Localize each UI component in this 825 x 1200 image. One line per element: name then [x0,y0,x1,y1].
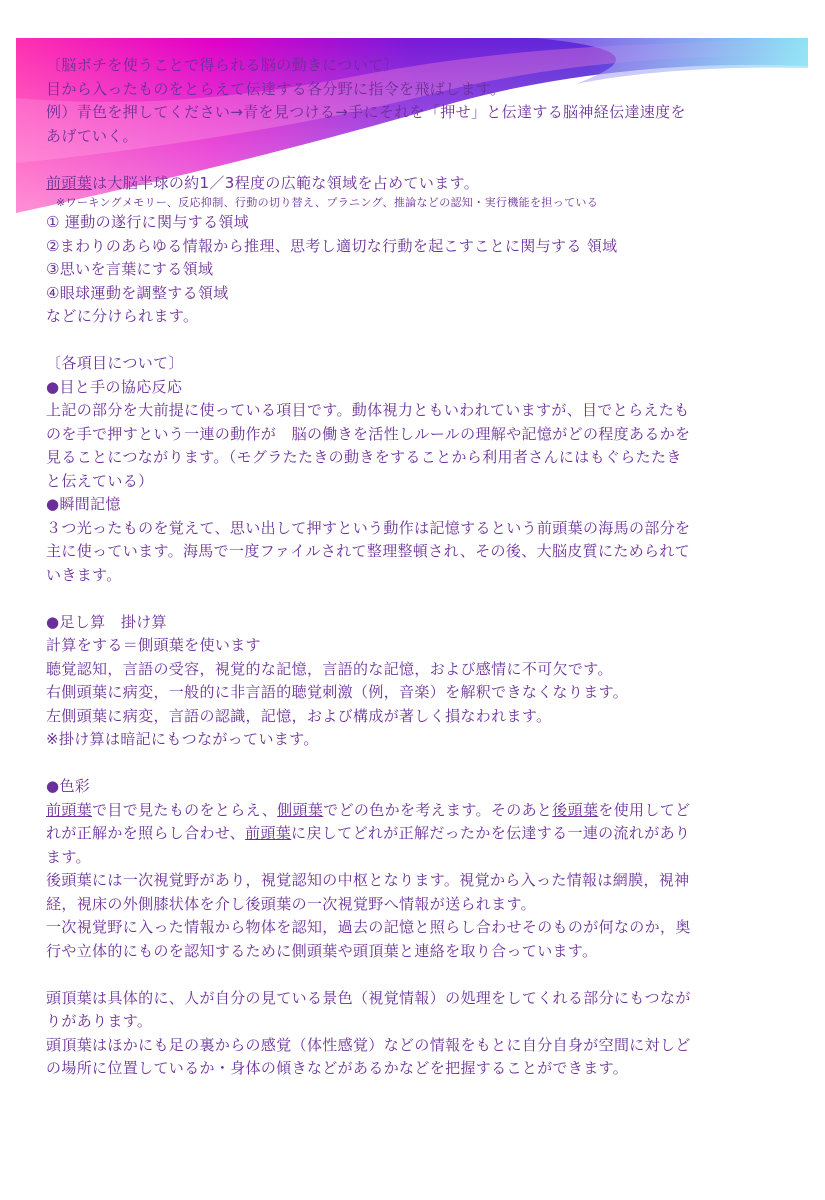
eye-hand-text: のを手で押すという一連の動作が 脳の働きを活性しルールの理解や記憶がどの程度あるかを [46,424,691,443]
frontal-term: 前頭葉 [245,824,292,842]
color-text: 行や立体的にものを認知するために側頭葉や頭頂葉と連絡を取り合っています。 [46,941,598,960]
color-text-line-1: 前頭葉で目で見たものをとらえ、側頭葉でどの色かを考えます。そのあと後頭葉を使用してど [46,800,691,819]
memory-text: いきます。 [46,565,122,584]
frontal-note: ※ワーキングメモリー、反応抑制、行動の切り替え、プラニング、推論などの認知・実行機能を担っている [56,196,599,209]
math-text: ※掛け算は暗記にもつながっています。 [46,730,319,748]
parietal-text: の場所に位置しているか・身体の傾きなどがあるかなどを把握することができます。 [46,1059,629,1077]
color-title: ●色彩 [46,777,91,795]
intro-line-2: 例）青色を押してください→青を見つける→手にそれを「押せ」と伝達する脳神経伝達速度を [46,103,686,121]
color-text: 経，視床の外側膝状体を介し後頭葉の一次視覚野へ情報が送られます。 [46,894,537,913]
frontal-item: ① 運動の遂行に関与する領域 [46,213,250,231]
intro-heading: 〔脳ボチを使うことで得られる脳の動きについて〕 [46,56,399,74]
intro-line-1: 目から入ったものをとらえて伝達する各分野に指令を飛ばします。 [46,79,506,98]
eye-hand-title: ●目と手の協応反応 [46,377,183,396]
parietal-text: 頭頂葉は具体的に、人が自分の見ている景色（視覚情報）の処理をしてくれる部分にもつなが [46,988,691,1007]
parietal-text: 頭頂葉はほかにも足の裏からの感覚（体性感覚）などの情報をもとに自分自身が空間に対しど [46,1035,691,1054]
color-text: 一次視覚野に入った情報から物体を認知，過去の記憶と照らし合わせそのものが何なのか，奥 [46,918,691,936]
occipital-term: 後頭葉 [552,800,599,819]
memory-title: ●瞬間記憶 [46,495,121,513]
frontal-item: ④眼球運動を調整する領域 [46,283,229,302]
eye-hand-text: 見ることにつながります。（モグラたたきの動きをすることから利用者さんにはもぐらたたき [46,448,682,466]
intro-line-3: あげていく。 [46,126,138,145]
eye-hand-text: と伝えている） [46,471,154,490]
math-text: 計算をする＝側頭葉を使います [46,636,261,654]
frontal-term: 前頭葉 [46,800,93,819]
math-title: ●足し算 掛け算 [46,612,167,631]
math-text: 聴覚認知，言語の受容，視覚的な記憶，言語的な記憶，および感情に不可欠です。 [46,659,613,678]
temporal-term: 側頭葉 [277,800,324,819]
document-body [46,54,781,1081]
memory-text: 主に使っています。海馬で一度ファイルされて整理整頓され、その後、大脳皮質にためられて [46,542,691,560]
math-text: 左側頭葉に病変，言語の認識，記憶，および構成が著しく損なわれます。 [46,706,552,725]
eye-hand-text: 上記の部分を大前提に使っている項目です。動体視力ともいわれていますが、目でとらえたも [46,401,690,419]
color-text: 後頭葉には一次視覚野があり，視覚認知の中枢となります。視覚から入った情報は網膜，視神 [46,871,690,889]
memory-text: ３つ光ったものを覚えて、思い出して押すという動作は記憶するという前頭葉の海馬の部分を [46,518,691,537]
math-text: 右側頭葉に病変，一般的に非言語的聴覚刺激（例，音楽）を解釈できなくなります。 [46,683,629,701]
frontal-item: ②まわりのあらゆる情報から推理、思考し適切な行動を起こすことに関与する 領域 [46,236,618,255]
color-text-line-2: れが正解かを照らし合わせ、前頭葉に戻してどれが正解だったかを伝達する一連の流れがあり [46,824,691,842]
parietal-text: りがあります。 [46,1012,153,1030]
sections-heading: 〔各項目について〕 [46,354,184,372]
frontal-item: ③思いを言葉にする領域 [46,260,214,278]
frontal-lobe-intro [46,172,781,196]
frontal-term: 前頭葉 [46,173,93,192]
color-text-line-3: ます。 [46,847,91,866]
frontal-closing: などに分けられます。 [46,307,199,325]
frontal-intro-rest: は大脳半球の約1／3程度の広範な領域を占めています。 [92,173,480,192]
